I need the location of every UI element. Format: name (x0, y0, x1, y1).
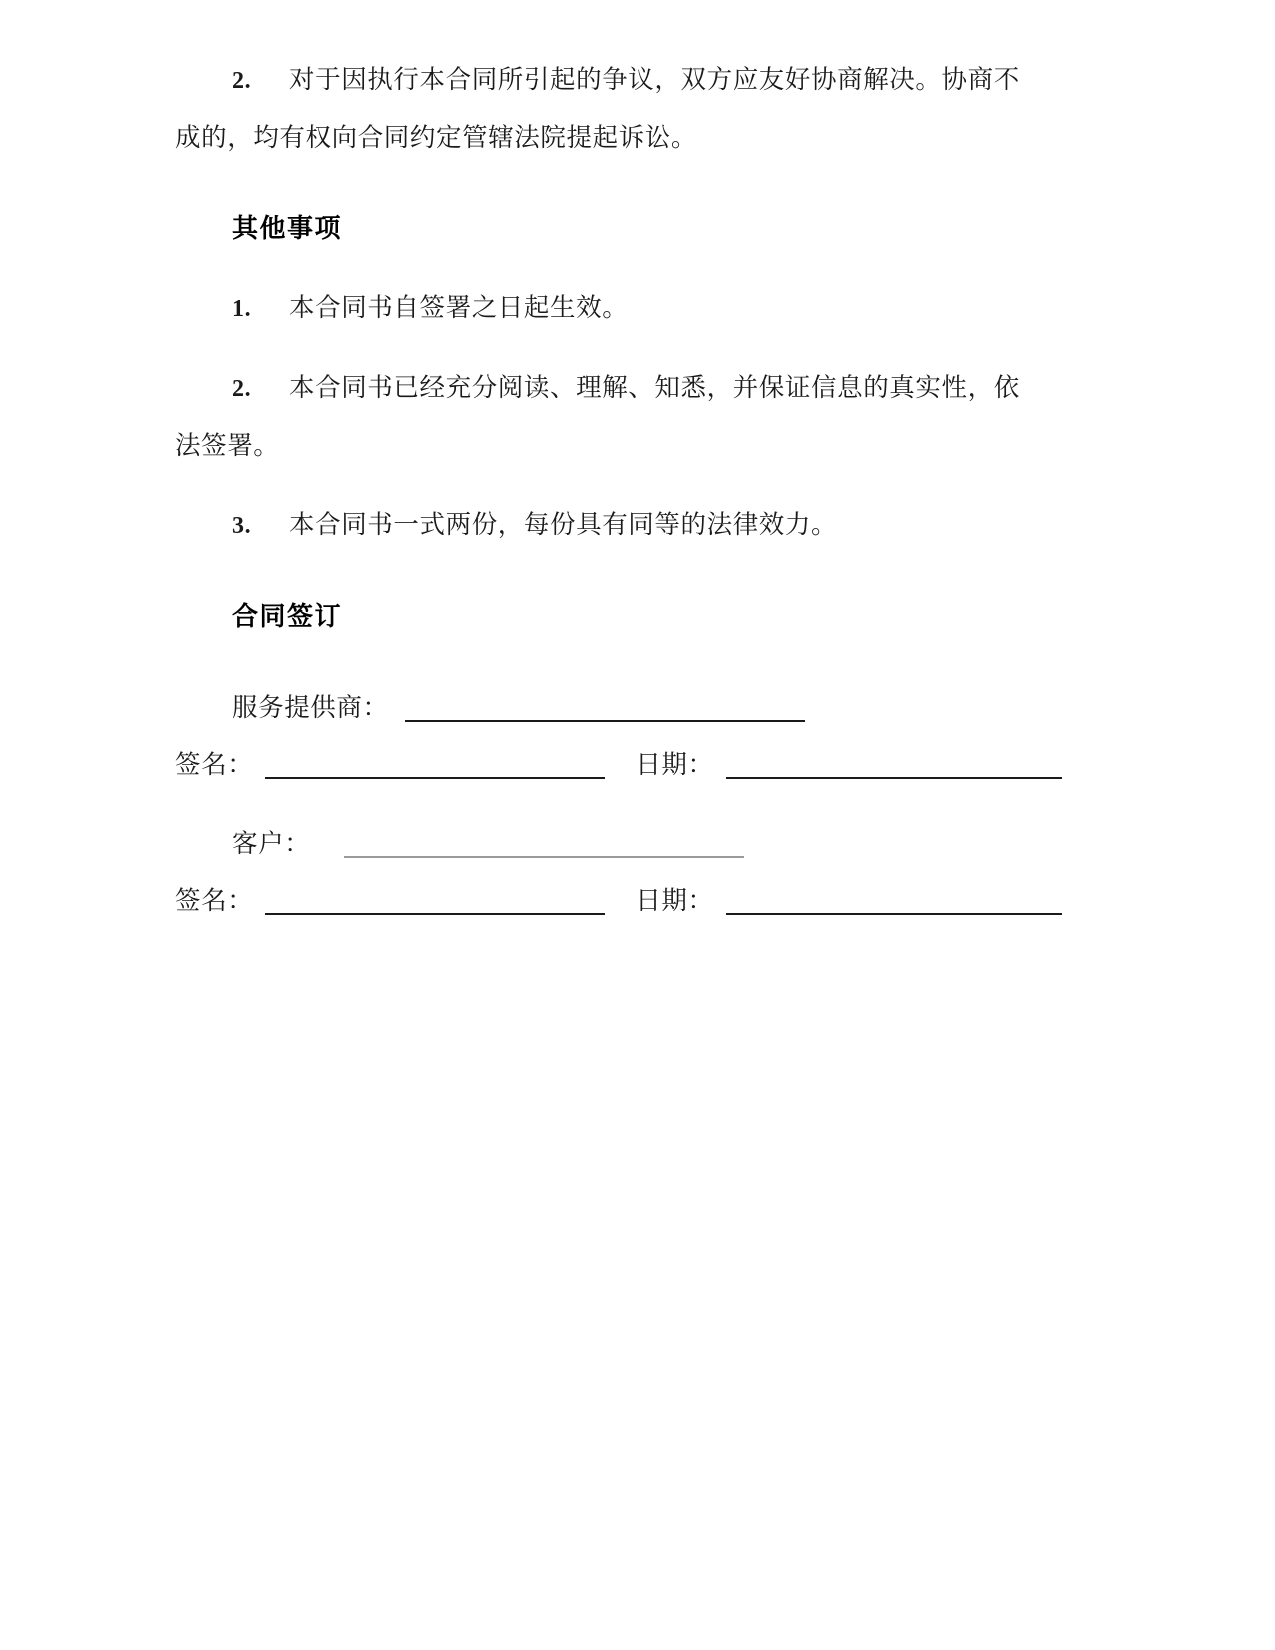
other-item-3 (175, 497, 1020, 555)
clause-dispute-marker: 2. (232, 68, 252, 94)
provider-signature-input-line[interactable] (265, 776, 605, 779)
spacer-after-signing-heading (175, 646, 1020, 680)
other-item-3-marker: 3. (232, 513, 252, 539)
spacer-after-dispute (175, 167, 1020, 201)
top-spacer (175, 0, 1020, 52)
spacer-after-item-2 (175, 475, 1020, 497)
provider-date-input-line[interactable] (726, 776, 1062, 779)
other-item-1-text: 本合同书自签署之日起生效。 (289, 293, 629, 323)
client-date-input-line[interactable] (726, 912, 1062, 915)
client-signature-label: 签名： (175, 886, 254, 916)
provider-date-label: 日期： (635, 750, 714, 780)
other-item-2-marker: 2. (232, 376, 252, 402)
provider-input-line[interactable] (405, 719, 805, 722)
document-body (175, 0, 1020, 930)
clause-dispute-resolution (175, 52, 1020, 167)
client-input-line[interactable] (344, 855, 744, 858)
other-item-1 (175, 280, 1020, 338)
provider-signature-label: 签名： (175, 750, 254, 780)
other-item-2-text: 本合同书已经充分阅读、理解、知悉，并保证信息的真实性，依法签署。 (175, 373, 1020, 461)
other-item-3-text: 本合同书一式两份，每份具有同等的法律效力。 (289, 510, 838, 540)
other-item-2 (175, 360, 1020, 475)
spacer-after-item-1 (175, 338, 1020, 360)
client-signature-input-line[interactable] (265, 912, 605, 915)
client-label: 客户： (232, 829, 311, 859)
client-date-label: 日期： (635, 886, 714, 916)
provider-label: 服务提供商： (232, 693, 389, 723)
clause-dispute-text: 对于因执行本合同所引起的争议，双方应友好协商解决。协商不成的，均有权向合同约定管辖法院提起诉讼。 (175, 65, 1020, 153)
spacer-after-other-heading (175, 258, 1020, 280)
spacer-after-item-3 (175, 555, 1020, 589)
client-signature-row (165, 873, 1020, 930)
heading-other-matters: 其他事项 (232, 214, 343, 244)
provider-row (175, 680, 1020, 737)
provider-signature-row (165, 737, 1020, 794)
client-row (175, 816, 1020, 873)
heading-contract-signing: 合同签订 (232, 602, 343, 632)
other-item-1-marker: 1. (232, 296, 252, 322)
spacer-between-parties (175, 794, 1020, 816)
